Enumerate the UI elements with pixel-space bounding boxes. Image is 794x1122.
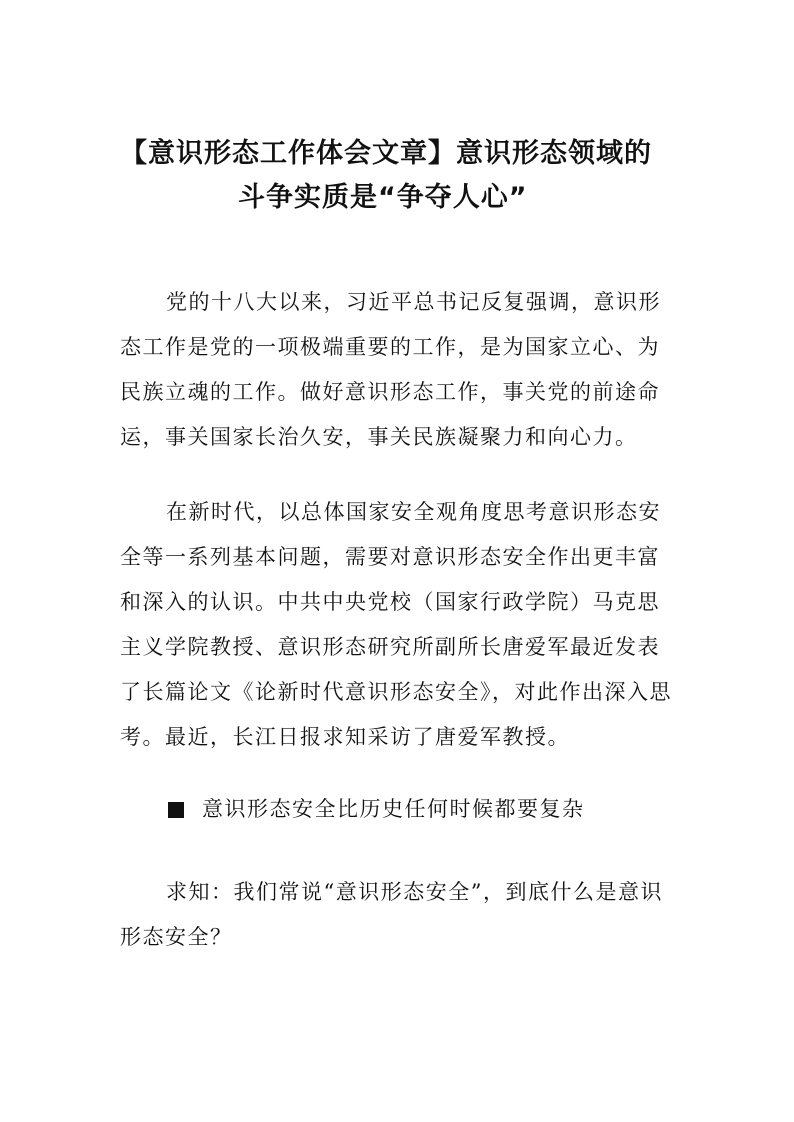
paragraph-intro: 党的十八大以来，习近平总书记反复强调，意识形态工作是党的一项极端重要的工作，是为国家立心、为民族立魂的工作。做好意识形态工作，事关党的前途命运，事关国家长治久安，事关民族凝聚力和向心力。 <box>120 290 661 449</box>
title-line-1: 【意识形态工作体会文章】意识形态领域的 <box>120 138 652 169</box>
black-square-icon <box>168 802 184 818</box>
document-title <box>100 132 700 220</box>
paragraph-question: 求知：我们常说“意识形态安全”，到底什么是意识形态安全？ <box>120 880 663 949</box>
paragraph-background: 在新时代，以总体国家安全观角度思考意识形态安全等一系列基本问题，需要对意识形态安全作出更丰富和深入的认识。中共中央党校（国家行政学院）马克思主义学院教授、意识形态研究所副所长唐爱军最近发表了长篇论文《论新时代意识形态安全》，对此作出深入思考。最近，长江日报求知采访了唐爱军教授。 <box>120 500 672 749</box>
section-heading-text: 意识形态安全比历史任何时候都要复杂 <box>202 797 585 821</box>
section-heading <box>120 787 680 832</box>
title-line-2: 斗争实质是“争夺人心” <box>238 182 528 213</box>
